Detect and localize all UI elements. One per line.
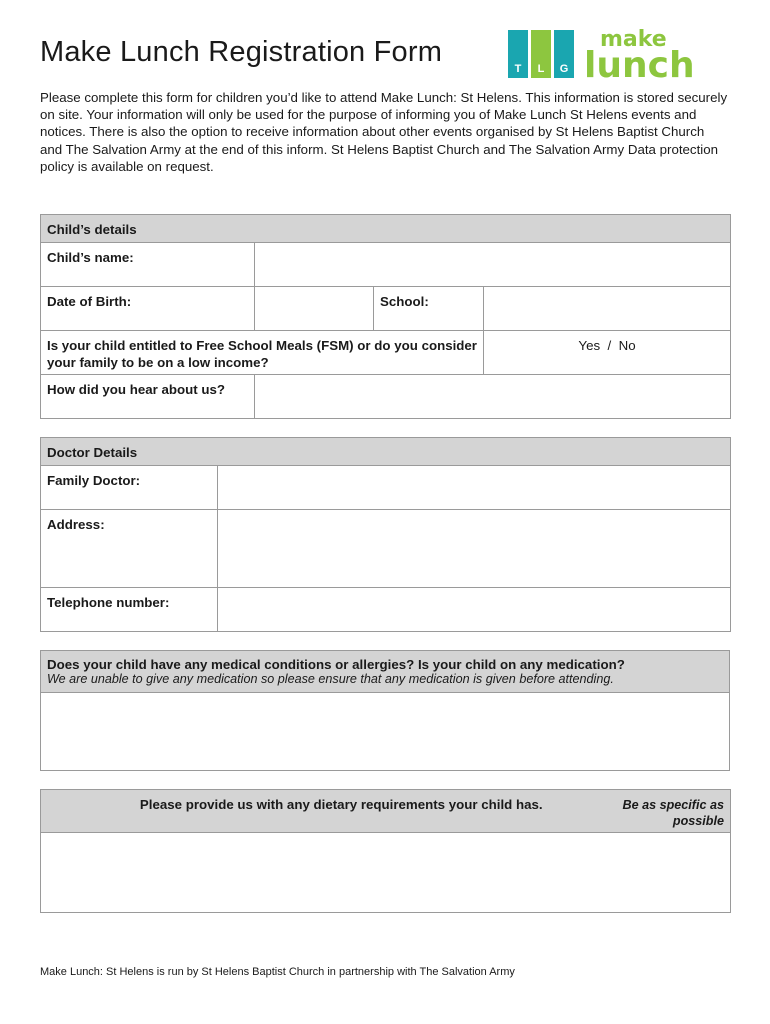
doctor-address-field[interactable] (218, 510, 731, 588)
hear-about-field[interactable] (255, 375, 731, 419)
family-doctor-label: Family Doctor: (41, 466, 218, 510)
medical-field[interactable] (41, 693, 730, 771)
medical-note: We are unable to give any medication so please ensure that any medication is given before attending. (47, 672, 614, 686)
dietary-table (40, 789, 731, 913)
doctor-details-table (40, 437, 731, 632)
page-title: Make Lunch Registration Form (40, 36, 443, 68)
medical-table (40, 650, 730, 771)
family-doctor-field[interactable] (218, 466, 731, 510)
child-name-label: Child’s name: (41, 243, 255, 287)
dietary-note: Be as specific as possible (608, 790, 731, 833)
child-name-field[interactable] (255, 243, 731, 287)
school-label: School: (374, 287, 484, 331)
tlg-letter-t: T (514, 63, 522, 75)
doctor-details-heading: Doctor Details (41, 438, 731, 466)
dob-field[interactable] (255, 287, 374, 331)
fsm-label: Is your child entitled to Free School Meals (FSM) or do you consider your family to be on a low income? (41, 331, 484, 375)
doctor-address-label: Address: (41, 510, 218, 588)
medical-heading (41, 651, 730, 693)
dietary-question: Please provide us with any dietary requirements your child has. (41, 790, 608, 833)
medical-question: Does your child have any medical conditions or allergies? Is your child on any medication? (47, 657, 625, 672)
hear-about-label: How did you hear about us? (41, 375, 255, 419)
tlg-letter-g: G (559, 63, 569, 75)
doctor-telephone-field[interactable] (218, 588, 731, 632)
dob-label: Date of Birth: (41, 287, 255, 331)
logo-word-lunch: lunch (584, 45, 695, 80)
doctor-telephone-label: Telephone number: (41, 588, 218, 632)
school-field[interactable] (484, 287, 731, 331)
dietary-field[interactable] (41, 833, 731, 913)
logo-word-make: make (600, 27, 667, 52)
child-details-table (40, 214, 731, 419)
footer-note: Make Lunch: St Helens is run by St Helens Baptist Church in partnership with The Salvation Army (40, 966, 515, 978)
make-lunch-logo (508, 24, 713, 80)
fsm-yes-no-field[interactable]: Yes / No (484, 331, 731, 375)
intro-paragraph: Please complete this form for children you’d like to attend Make Lunch: St Helens. This information is stored securely on site. Your information will only be used for the purpose of informing you of Make Lunch St Helens events and notices. There is also the option to receive information about other events organised by St Helens Baptist Church and The Salvation Army at the end of this inform. St Helens Baptist Church and The Salvation Army Data protection policy is available on request. (40, 90, 728, 174)
child-details-heading: Child’s details (41, 215, 731, 243)
tlg-letter-l: L (537, 63, 545, 75)
